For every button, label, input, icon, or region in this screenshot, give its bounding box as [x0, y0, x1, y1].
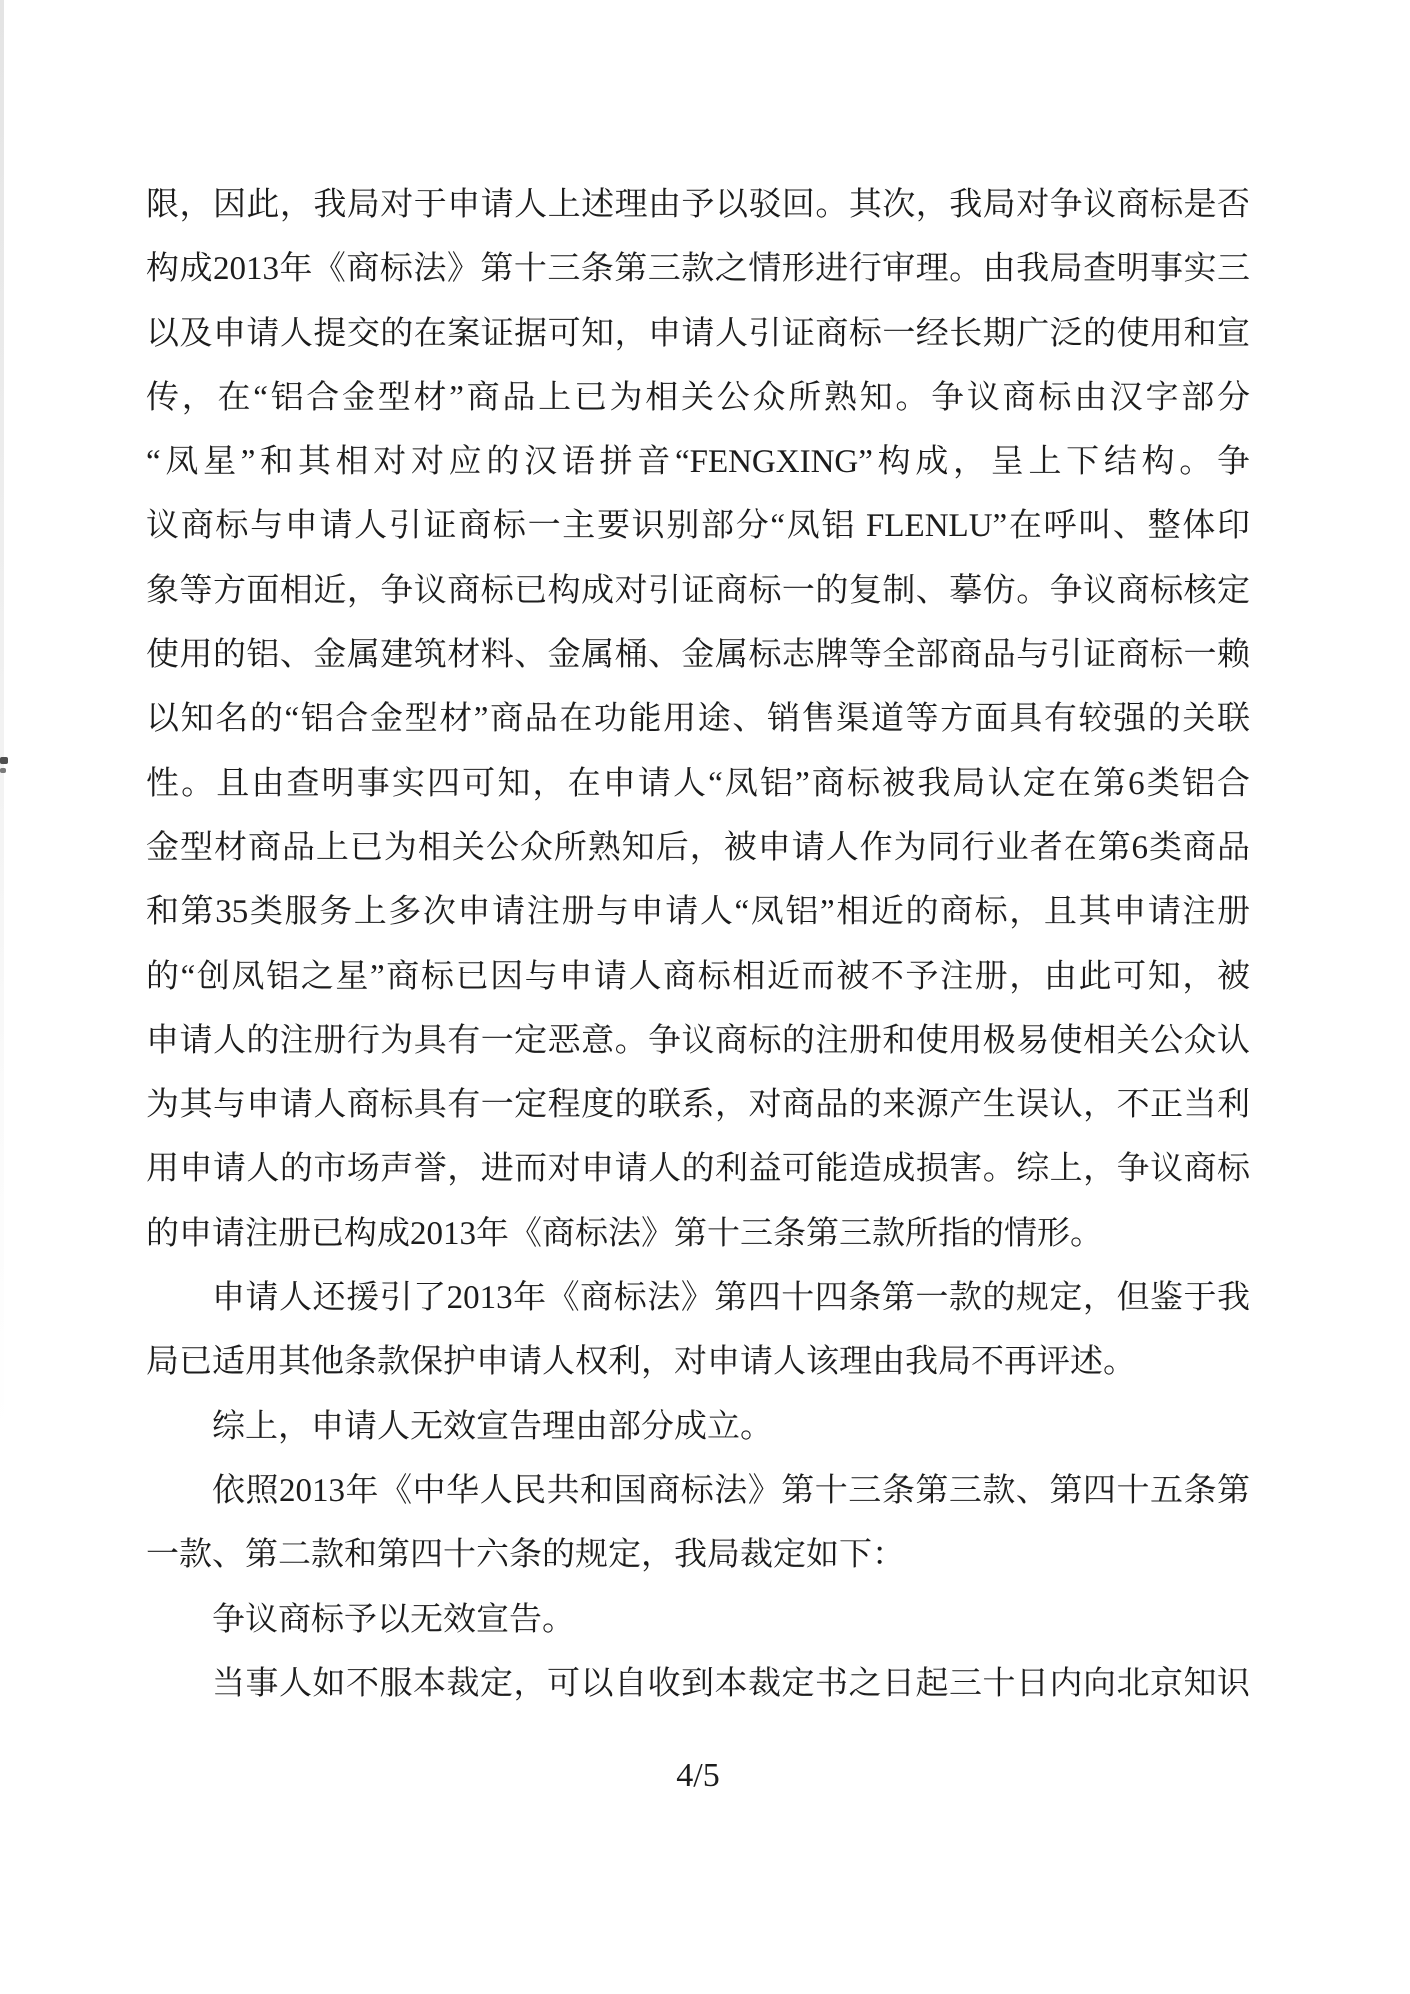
- text-line: 传，在“铝合金型材”商品上已为相关公众所熟知。争议商标由汉字部分: [146, 379, 1250, 416]
- text-line: 和第35类服务上多次申请注册与申请人“凤铝”相近的商标，且其申请注册: [146, 894, 1250, 931]
- text-line: 以及申请人提交的在案证据可知，申请人引证商标一经长期广泛的使用和宣: [146, 315, 1250, 352]
- text-line: 申请人的注册行为具有一定恶意。争议商标的注册和使用极易使相关公众认: [146, 1022, 1250, 1059]
- text-line: 以知名的“铝合金型材”商品在功能用途、销售渠道等方面具有较强的关联: [146, 701, 1250, 738]
- text-line: 使用的铝、金属建筑材料、金属桶、金属标志牌等全部商品与引证商标一赖: [146, 637, 1250, 674]
- text-line: 的“创凤铝之星”商标已因与申请人商标相近而被不予注册，由此可知，被: [146, 958, 1250, 995]
- text-line: 局已适用其他条款保护申请人权利，对申请人该理由我局不再评述。: [146, 1344, 1136, 1381]
- text-line: 一款、第二款和第四十六条的规定，我局裁定如下：: [146, 1537, 905, 1574]
- text-line: 性。且由查明事实四可知，在申请人“凤铝”商标被我局认定在第6类铝合: [146, 765, 1250, 802]
- text-line: “凤星”和其相对对应的汉语拼音“FENGXING”构成，呈上下结构。争: [146, 444, 1250, 481]
- scan-speck: [0, 757, 10, 777]
- text-line: 申请人还援引了2013年《商标法》第四十四条第一款的规定，但鉴于我: [212, 1280, 1250, 1317]
- page-number: 4/5: [676, 1757, 720, 1794]
- text-line: 依照2013年《中华人民共和国商标法》第十三条第三款、第四十五条第: [212, 1472, 1250, 1509]
- text-line: 议商标与申请人引证商标一主要识别部分“凤铝 FLENLU”在呼叫、整体印: [146, 508, 1250, 545]
- text-line: 象等方面相近，争议商标已构成对引证商标一的复制、摹仿。争议商标核定: [146, 572, 1250, 609]
- text-line: 的申请注册已构成2013年《商标法》第十三条第三款所指的情形。: [146, 1215, 1103, 1252]
- text-line: 金型材商品上已为相关公众所熟知后，被申请人作为同行业者在第6类商品: [146, 829, 1250, 866]
- text-line: 综上，申请人无效宣告理由部分成立。: [212, 1408, 773, 1445]
- scan-edge-artifact: [0, 0, 4, 1994]
- text-line: 构成2013年《商标法》第十三条第三款之情形进行审理。由我局查明事实三: [146, 251, 1250, 288]
- text-line: 用申请人的市场声誉，进而对申请人的利益可能造成损害。综上，争议商标: [146, 1151, 1250, 1188]
- text-line: 争议商标予以无效宣告。: [212, 1601, 575, 1638]
- text-line: 为其与申请人商标具有一定程度的联系，对商品的来源产生误认，不正当利: [146, 1087, 1250, 1124]
- document-body: [146, 173, 1250, 1716]
- text-line: 当事人如不服本裁定，可以自收到本裁定书之日起三十日内向北京知识: [212, 1665, 1250, 1702]
- text-line: 限，因此，我局对于申请人上述理由予以驳回。其次，我局对争议商标是否: [146, 187, 1250, 223]
